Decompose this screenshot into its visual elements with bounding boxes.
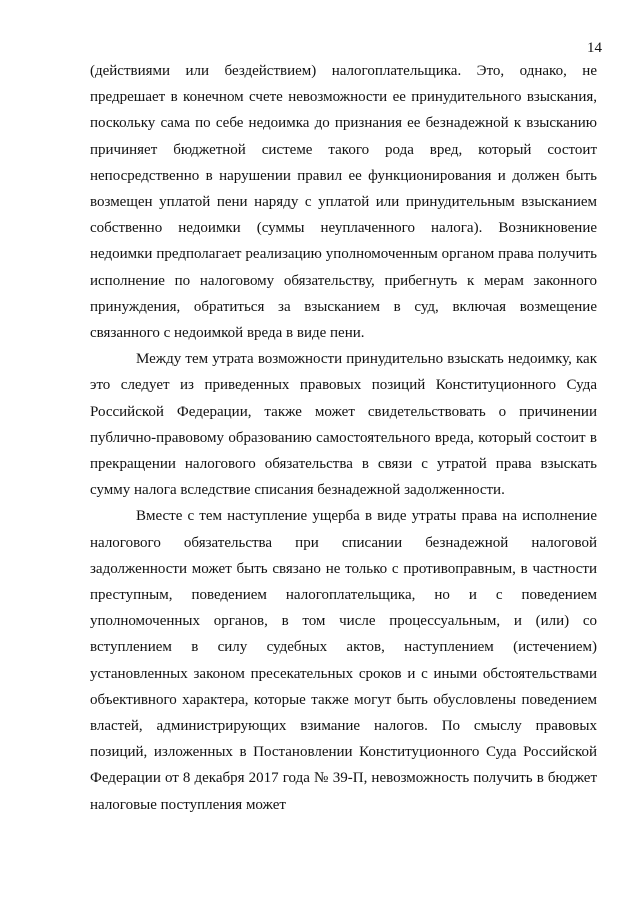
paragraph-damage-causes: Вместе с тем наступление ущерба в виде утраты права на исполнение налогового обязательства при списании безнадежной налоговой задолженности может быть связано не только с противоправным, в частности преступным, поведением налогоплательщика, но и с поведением уполномоченных органов, в том числе процессуальным, и (или) со вступлением в силу судебных актов, наступлением (истечением) установленных законом пресекательных сроков и с иными обстоятельствами объективного характера, которые также могут быть обусловлены поведением властей, администрирующих взимание налогов. По смыслу правовых позиций, изложенных в Постановлении Конституционного Суда Российской Федерации от 8 декабря 2017 года № 39-П, невозможность получить в бюджет налоговые поступления может: [90, 508, 597, 813]
document-body: [90, 58, 597, 818]
paragraph-loss-of-collection: Между тем утрата возможности принудительно взыскать недоимку, как это следует из приведенных правовых позиций Конституционного Суда Российской Федерации, также может свидетельствовать о причинении публично-правовому образованию самостоятельного вреда, который состоит в прекращении налогового обязательства в связи с утратой права взыскать сумму налога вследствие списания безнадежной задолженности.: [90, 351, 597, 499]
paragraph-continuation: (действиями или бездействием) налогоплательщика. Это, однако, не предрешает в конечном счете невозможности ее принудительного взыскания, поскольку сама по себе недоимка до признания ее безнадежной к взысканию причиняет бюджетной системе такого рода вред, который состоит непосредственно в нарушении правил ее функционирования и должен быть возмещен уплатой пени наряду с уплатой или принудительным взысканием собственно недоимки (суммы неуплаченного налога). Возникновение недоимки предполагает реализацию уполномоченным органом права получить исполнение по налоговому обязательству, прибегнуть к мерам законного принуждения, обратиться за взысканием в суд, включая возмещение связанного с недоимкой вреда в виде пени.: [90, 63, 597, 342]
page-number: 14: [587, 40, 602, 56]
